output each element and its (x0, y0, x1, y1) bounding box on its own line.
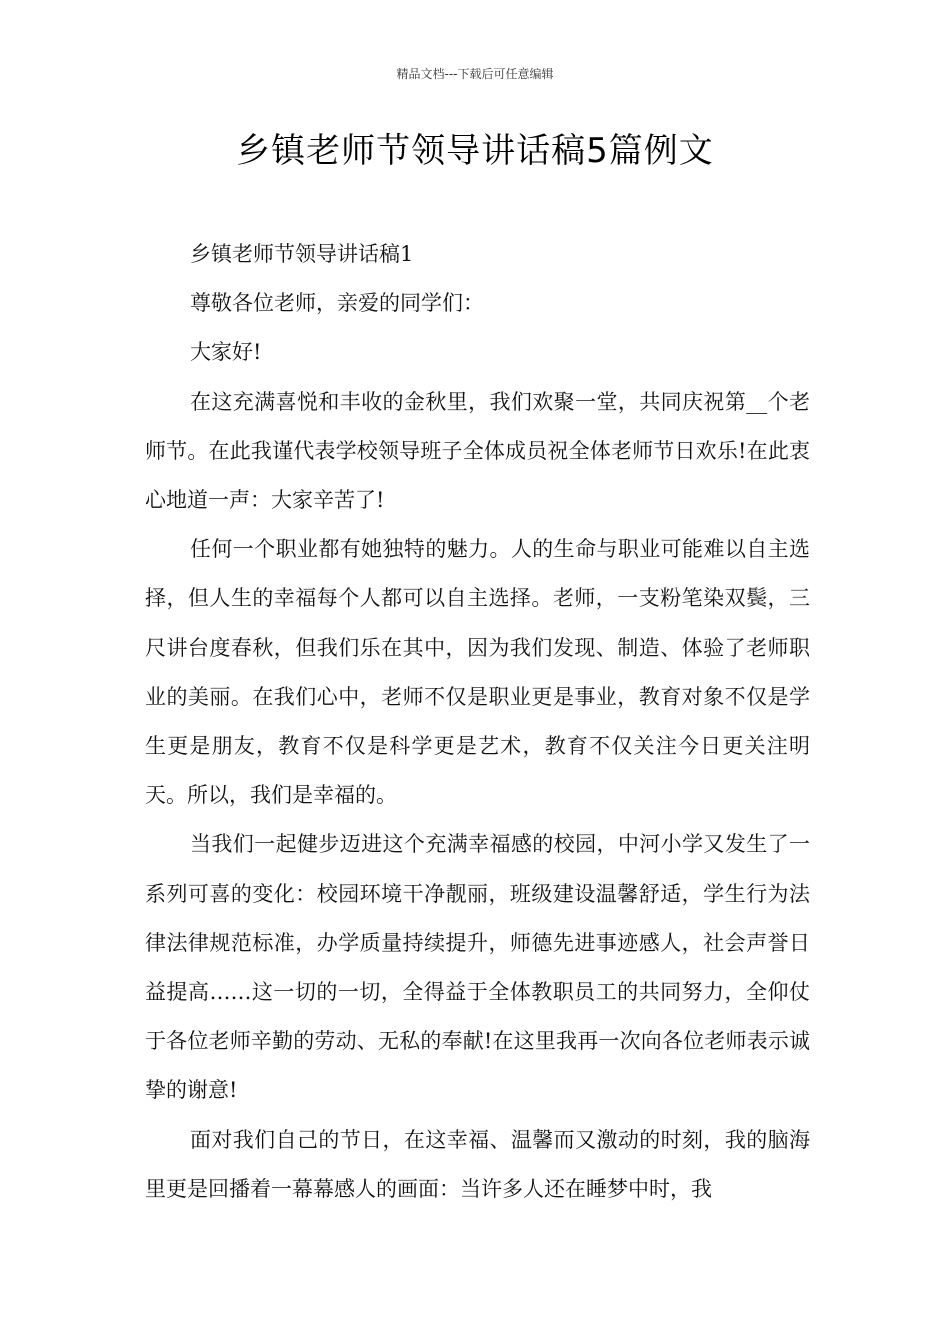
document-body (145, 230, 810, 1214)
paragraph: 乡镇老师节领导讲话稿1 (190, 242, 414, 266)
paragraph: 任何一个职业都有她独特的魅力。人的生命与职业可能难以自主选择，但人生的幸福每个人都可以自主选择。老师，一支粉笔染双鬓，三尺讲台度春秋，但我们乐在其中，因为我们发现、制造、体验了老师职业的美丽。在我们心中，老师不仅是职业更是事业，教育对象不仅是学生更是朋友，教育不仅是科学更是艺术，教育不仅关注今日更关注明天。所以，我们是幸福的。 (145, 537, 810, 808)
paragraph: 大家好! (190, 340, 262, 365)
header-note: 精品文档---下载后可任意编辑 (396, 67, 554, 81)
paragraph: 在这充满喜悦和丰收的金秋里，我们欢聚一堂，共同庆祝第__个老师节。在此我谨代表学校领导班子全体成员祝全体老师节日欢乐!在此衷心地道一声：大家辛苦了! (145, 389, 810, 513)
document-title: 乡镇老师节领导讲话稿5篇例文 (236, 131, 714, 171)
paragraph: 尊敬各位老师，亲爱的同学们： (190, 291, 484, 316)
paragraph: 当我们一起健步迈进这个充满幸福感的校园，中河小学又发生了一系列可喜的变化：校园环境干净靓丽，班级建设温馨舒适，学生行为法律法律规范标准，办学质量持续提升，师德先进事迹感人，社会声誉日益提高……这一切的一切，全得益于全体教职员工的共同努力，全仰仗于各位老师辛勤的劳动、无私的奉献!在这里我再一次向各位老师表示诚挚的谢意! (145, 832, 810, 1103)
paragraph: 面对我们自己的节日，在这幸福、温馨而又激动的时刻，我的脑海里更是回播着一幕幕感人的画面：当许多人还在睡梦中时，我 (145, 1127, 810, 1201)
